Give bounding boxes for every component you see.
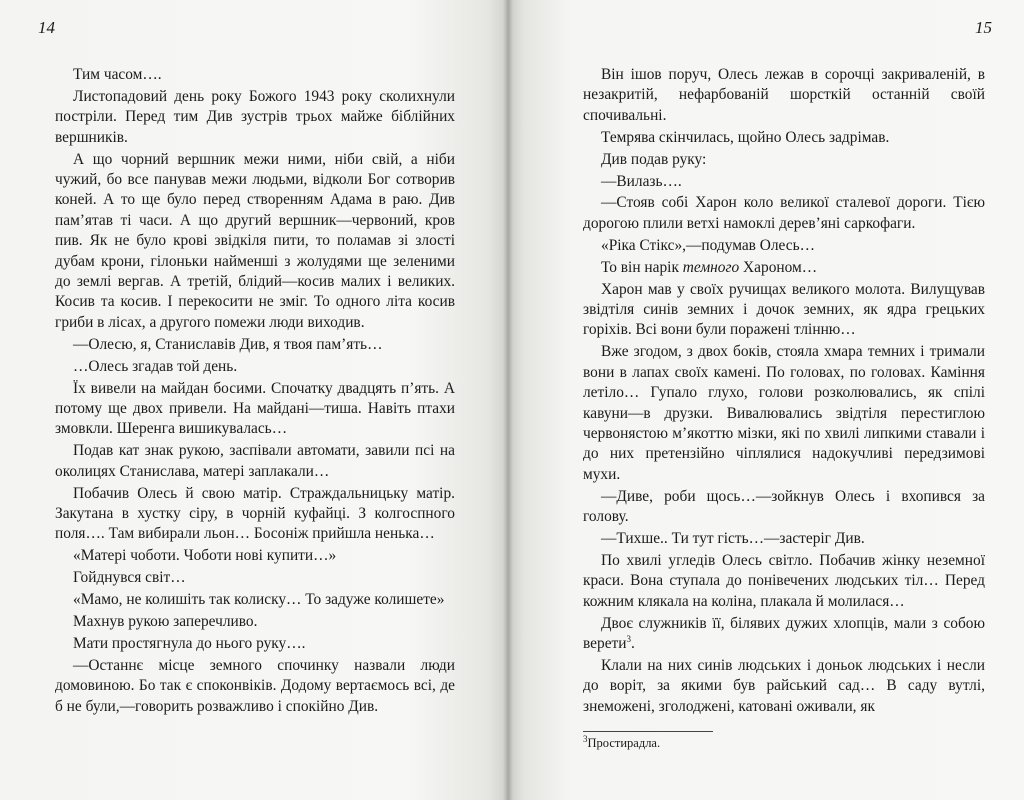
paragraph: Мати простягнула до нього руку…. xyxy=(73,634,306,652)
paragraph: «Мамо, не колишіть так колиску… То задуже колишете» xyxy=(73,591,445,609)
paragraph: Листопадовий день року Божого 1943 року сколихнули постріли. Перед тим Див зустрів трьох майже біблійних вершників. xyxy=(55,87,455,146)
footnote-mark: 3 xyxy=(583,733,588,744)
paragraph-footnote-ref: Двоє служників її, білявих дужих хлопців, мали з собою верети$^3$. xyxy=(583,614,985,652)
footnote xyxy=(583,733,661,751)
paragraph: «Ріка Стікс»,—подумав Олесь… xyxy=(601,236,816,254)
paragraph-charon xyxy=(583,258,985,278)
footnote-text: Простирадла. xyxy=(587,736,661,750)
right-page xyxy=(508,0,1024,800)
paragraph: Їх вивели на майдан босими. Спочатку двадцять п’ять. А потому ще двох привели. На майдані—тиша. Навіть птахи змовкли. Шеренга вишикувалась… xyxy=(55,379,455,438)
paragraph: По хвилі угледів Олесь світло. Побачив жінку неземної краси. Вона ступала до понівечених людських тіл… Перед кожним клякала на коліна, плакала й молилася… xyxy=(583,551,985,610)
paragraph: —Олесю, я, Станиславів Див, я твоя пам’ять… xyxy=(73,335,383,353)
paragraph: —Стояв собі Харон коло великої сталевої дороги. Тією дорогою плили ветхі намоклі дерев’яні саркофаги. xyxy=(583,194,985,232)
paragraph: —Тихше.. Ти тут гість…—застеріг Див. xyxy=(601,529,865,547)
right-page-text xyxy=(583,65,985,719)
page-number-left: 14 xyxy=(38,18,55,37)
paragraph: …Олесь згадав той день. xyxy=(73,357,238,375)
footnote-reference[interactable]: 3 xyxy=(626,633,631,644)
paragraph: Див подав руку: xyxy=(601,150,707,168)
paragraph: Подав кат знак рукою, заспівали автомати, завили псі на околицях Станислава, матері заплакали… xyxy=(55,442,455,480)
paragraph: Він ішов поруч, Олесь лежав в сорочці закриваленій, в незакритій, нефарбованій шорсткій останній своїй спочивальні. xyxy=(583,66,985,124)
paragraph: —Вилазь…. xyxy=(601,172,682,190)
paragraph: Побачив Олесь й свою матір. Страждальницьку матір. Закутана в хустку сіру, в чорній куфайці. З колгоспного поля…. Там вибирали льон… Босоніж прийшла ненька… xyxy=(55,484,455,543)
footnote-divider xyxy=(583,731,713,732)
paragraph: Вже згодом, з двох боків, стояла хмара темних і тримали вони в лапах своїх камені. По головах, по головах. Каміння летіло… Гупало глухо, голови розколювались, як спілі кавуни—в друзки. Вивалювались звідтіля перестиглою червонястою м’якоттю мізки, які по хвилі липкими ставали і до них претензійно чіплялися надокучливі передзимові мухи. xyxy=(583,343,985,483)
paragraph: Темрява скінчилась, щойно Олесь задрімав. xyxy=(601,128,890,146)
paragraph: А що чорний вершник межи ними, ніби свій, а ніби чужий, бо все панував межи людьми, відколи Бог сотворив коней. А то ще було перед створенням Адама в раю. Див пам’ятав ті часи. А що другий вершник—червоний, кров пив. Як не було крові звідкіля пити, то поламав зі злості дубам крони, гілоньки найменші з жолудями ще зеленими до землі вергав. А третій, блідий—косив малих і великих. Косив та косив. І перекосити не зміг. То одного літа косив гриби в лісах, а другого помежи люди виходив. xyxy=(55,150,455,331)
charon-prefix: То він нарік xyxy=(601,258,683,276)
paragraph: Махнув рукою заперечливо. xyxy=(73,613,258,631)
paragraph: —Диве, роби щось…—зойкнув Олесь і вхопився за голову. xyxy=(583,487,985,526)
paragraph: Тим часом…. xyxy=(73,66,162,83)
page-number-right: 15 xyxy=(975,18,992,37)
left-page xyxy=(0,0,508,800)
book-gutter xyxy=(503,0,513,800)
left-page-text xyxy=(55,65,455,719)
charon-suffix: Хароном… xyxy=(739,258,818,276)
charon-emphasis: темного xyxy=(682,258,740,276)
paragraph: «Матері чоботи. Чоботи нові купити…» xyxy=(73,547,337,565)
paragraph: Гойднувся світ… xyxy=(73,569,186,587)
paragraph-text: Двоє служників її, білявих дужих хлопців, мали з собою верети xyxy=(583,614,985,652)
paragraph: —Останнє місце земного спочинку назвали люди домовиною. Бо так є споконвіків. Додому вертаємось всі, де б не були,—говорить розважливо і спокійно Див. xyxy=(55,656,455,715)
paragraph: Харон мав у своїх ручищах великого молота. Вилущував звідтіля синів земних і дочок земних, як ядра грецьких горіхів. Всі вони були поражені тлінню… xyxy=(583,280,985,339)
paragraph: Клали на них синів людських і доньок людських і несли до воріт, за якими був райський сад… В саду вутлі, знеможені, зголоджені, катовані оживали, як xyxy=(583,656,985,715)
